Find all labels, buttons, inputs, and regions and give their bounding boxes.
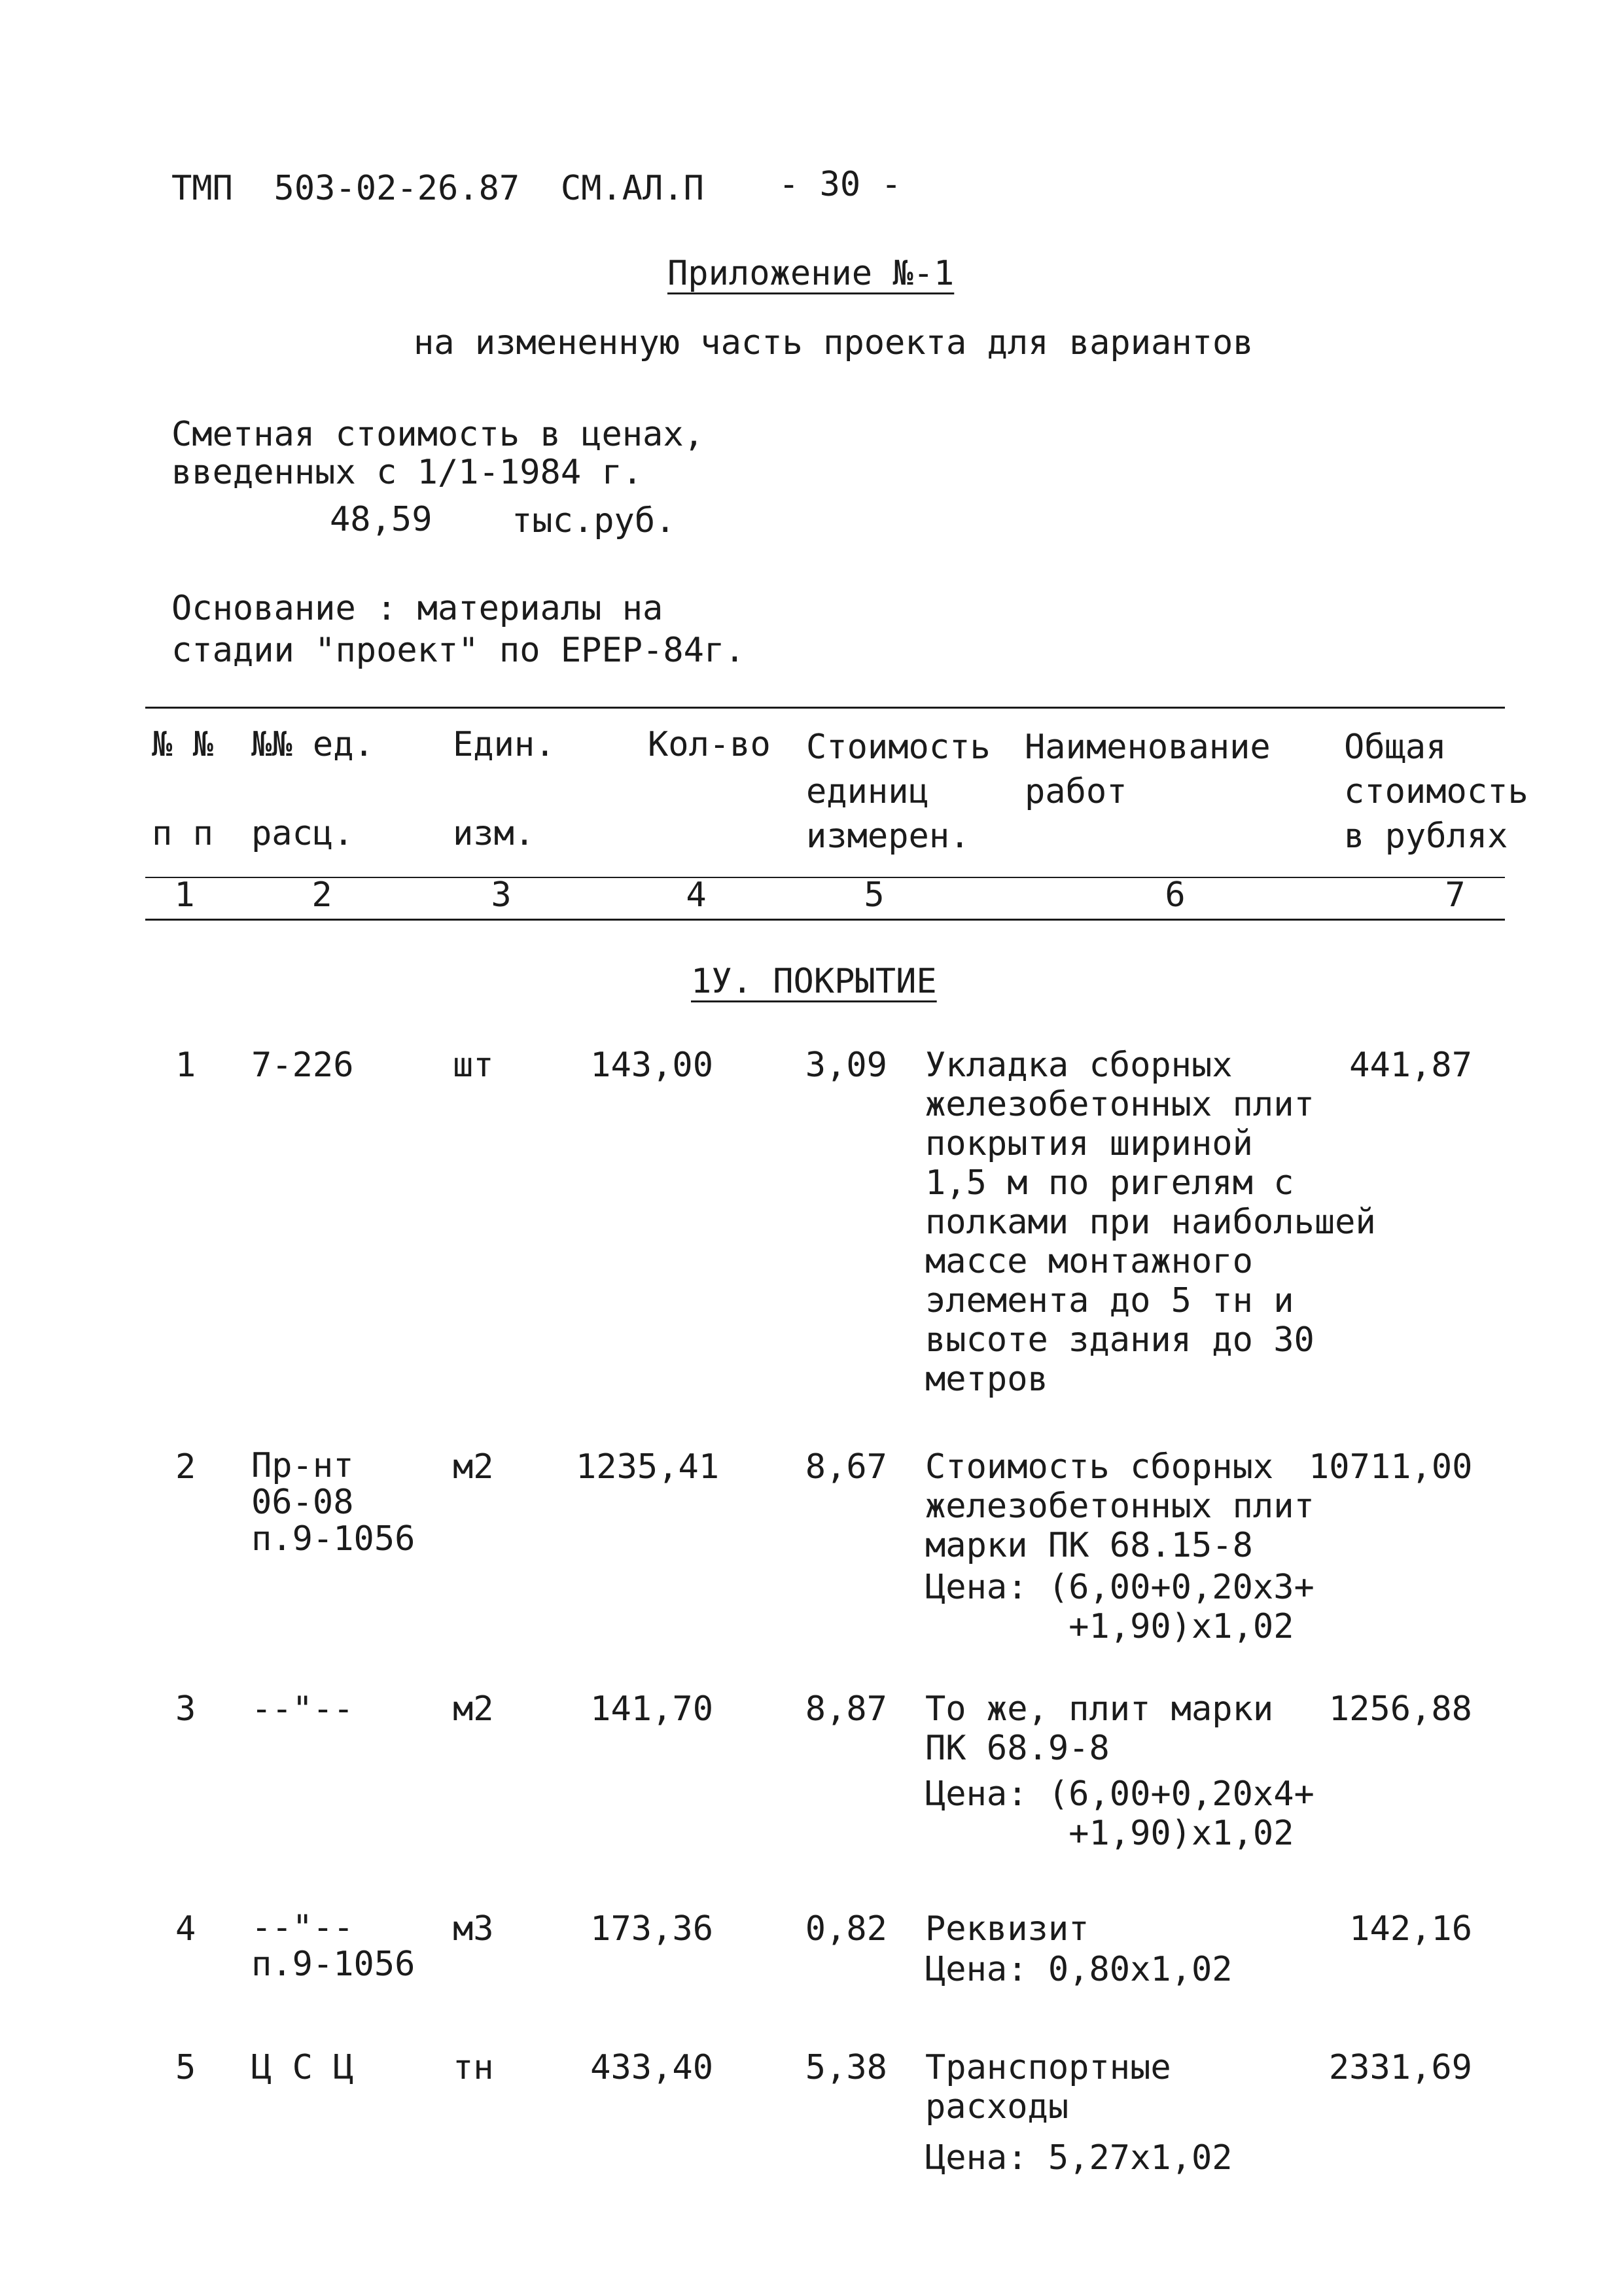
- header-col4: Кол-во: [648, 725, 771, 764]
- appendix-title: Приложение №-1: [667, 254, 955, 293]
- unit-price: 3,09: [805, 1046, 887, 1085]
- price-note: Цена: (6,00+0,20х3+ +1,90)х1,02: [925, 1568, 1315, 1646]
- work-name: То же, плит марки ПК 68.9-8: [925, 1689, 1274, 1768]
- total-cost: 2331,69: [1328, 2048, 1472, 2087]
- column-number-5: 5: [864, 875, 885, 915]
- header-col2-bottom: расц.: [251, 814, 354, 853]
- rate-code: Ц С Ц: [251, 2048, 354, 2087]
- document-code: ТМП 503-02-26.87 СМ.АЛ.П: [171, 169, 704, 208]
- header-col3-top: Един.: [453, 725, 556, 764]
- unit-price: 8,87: [805, 1689, 887, 1729]
- row-number: 1: [175, 1046, 196, 1085]
- column-number-2: 2: [311, 875, 332, 915]
- row-number: 3: [175, 1689, 196, 1729]
- column-numbers-row: [145, 875, 1505, 919]
- quantity: 1235,41: [576, 1447, 720, 1487]
- total-cost: 10711,00: [1309, 1447, 1473, 1487]
- row-number: 5: [175, 2048, 196, 2087]
- unit: м3: [453, 1909, 494, 1949]
- quantity: 143,00: [590, 1046, 713, 1085]
- column-number-7: 7: [1445, 875, 1466, 915]
- quantity: 433,40: [590, 2048, 713, 2087]
- total-cost: 1256,88: [1328, 1689, 1472, 1729]
- header-col1-top: № №: [152, 725, 213, 764]
- basis-line-1: Основание : материалы на: [171, 589, 663, 628]
- estimate-unit: тыс.руб.: [512, 501, 676, 540]
- column-number-1: 1: [174, 875, 195, 915]
- header-col2-top: №№ ед.: [251, 725, 374, 764]
- unit-price: 8,67: [805, 1447, 887, 1487]
- appendix-subtitle: на измененную часть проекта для вариантов: [414, 323, 1254, 362]
- unit-price: 5,38: [805, 2048, 887, 2087]
- price-note: Цена: 0,80х1,02: [925, 1950, 1233, 1989]
- table-top-rule: [145, 707, 1505, 709]
- work-name: Транспортные расходы: [925, 2048, 1171, 2127]
- quantity: 141,70: [590, 1689, 713, 1729]
- price-note: Цена: (6,00+0,20х4+ +1,90)х1,02: [925, 1775, 1315, 1853]
- unit-price: 0,82: [805, 1909, 887, 1949]
- quantity: 173,36: [590, 1909, 713, 1949]
- header-col7: Общая стоимость в рублях: [1344, 728, 1528, 856]
- rate-code: --"-- п.9-1056: [251, 1908, 415, 1984]
- header-col3-bottom: изм.: [453, 814, 535, 853]
- rate-code: 7-226: [251, 1046, 354, 1085]
- row-number: 2: [175, 1447, 196, 1487]
- column-numbers-bottom-rule: [145, 919, 1505, 921]
- unit: тн: [453, 2048, 494, 2087]
- price-note: Цена: 5,27х1,02: [925, 2138, 1233, 2178]
- work-name: Реквизит: [925, 1909, 1089, 1949]
- section-title: 1У. ПОКРЫТИЕ: [691, 962, 937, 1001]
- estimate-amount: 48,59: [330, 500, 432, 539]
- column-number-6: 6: [1165, 875, 1186, 915]
- row-number: 4: [175, 1909, 196, 1949]
- column-number-4: 4: [686, 875, 707, 915]
- rate-code: Пр-нт 06-08 п.9-1056: [251, 1446, 415, 1559]
- estimate-line-1: Сметная стоимость в ценах,: [171, 415, 704, 454]
- total-cost: 142,16: [1349, 1909, 1472, 1949]
- rate-code: --"--: [251, 1689, 354, 1729]
- unit: м2: [453, 1447, 494, 1487]
- unit: шт: [453, 1046, 494, 1085]
- page-number: - 30 -: [779, 165, 902, 204]
- column-number-3: 3: [491, 875, 512, 915]
- total-cost: 441,87: [1349, 1046, 1472, 1085]
- unit: м2: [453, 1689, 494, 1729]
- work-name: Стоимость сборных железобетонных плит марки ПК 68.15-8: [925, 1447, 1315, 1565]
- header-col5: Стоимость единиц измерен.: [806, 728, 991, 856]
- work-name: Укладка сборных железобетонных плит покрытия шириной 1,5 м по ригелям с полками при наибольшей массе монтажного элемента до 5 тн и высоте здания до 30 метров: [925, 1046, 1376, 1399]
- basis-line-2: стадии "проект" по ЕРЕР-84г.: [171, 631, 745, 670]
- header-col6: Наименование работ: [1025, 728, 1271, 811]
- header-col1-bottom: п п: [152, 814, 213, 853]
- estimate-line-2: введенных с 1/1-1984 г.: [171, 453, 643, 492]
